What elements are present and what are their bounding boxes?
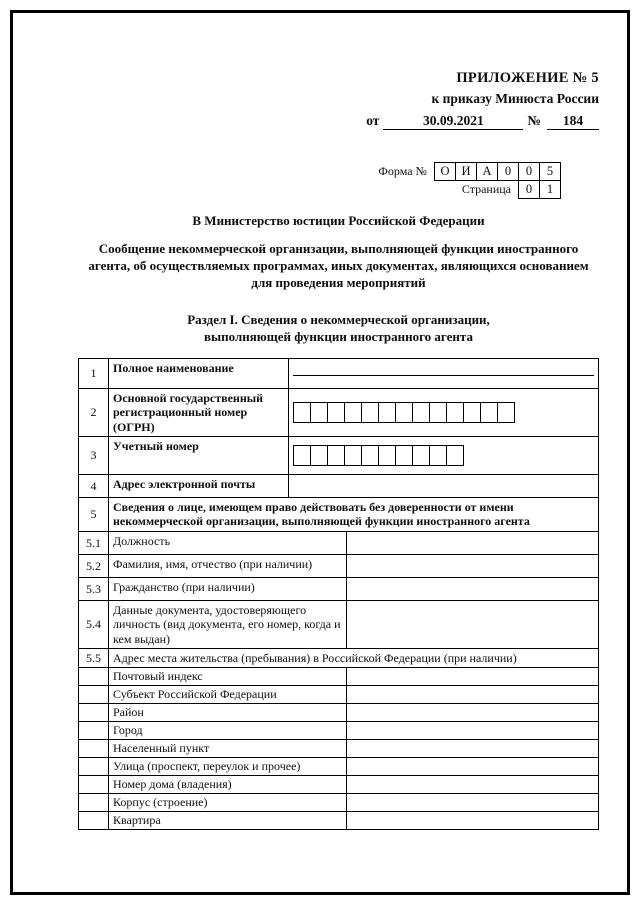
digit-box [378, 445, 396, 466]
page-code-cells [518, 180, 561, 199]
row-value-field [347, 577, 599, 600]
row-value-field [347, 812, 599, 830]
from-label: от [366, 112, 380, 128]
table-row [79, 358, 599, 388]
row-value-field [289, 437, 599, 475]
table-row [79, 668, 599, 686]
row-number: 2 [79, 388, 109, 436]
row-value-field [347, 722, 599, 740]
digit-box [327, 445, 345, 466]
digit-box [361, 445, 379, 466]
digit-box [395, 445, 413, 466]
table-row [79, 388, 599, 436]
code-cell: 0 [497, 162, 519, 181]
table-row [79, 437, 599, 475]
digit-boxes [293, 402, 594, 423]
row-label: Субъект Российской Федерации [109, 686, 347, 704]
row-number: 5.2 [79, 554, 109, 577]
row-number [79, 776, 109, 794]
row-number [79, 722, 109, 740]
digit-box [429, 445, 447, 466]
digit-box [480, 402, 498, 423]
digit-box [446, 445, 464, 466]
table-row [79, 531, 599, 554]
digit-box [412, 402, 430, 423]
digit-box [412, 445, 430, 466]
row-value-field [289, 475, 599, 498]
row-number: 5.1 [79, 531, 109, 554]
row-label: Полное наименование [109, 358, 289, 388]
row-value-field [347, 554, 599, 577]
table-row [79, 722, 599, 740]
row-label: Квартира [109, 812, 347, 830]
order-date-line [78, 111, 599, 131]
row-label: Данные документа, удостоверяющего личность (вид документа, его номер, когда и кем выдан) [109, 600, 347, 648]
header-block [78, 68, 599, 130]
page-code-label: Страница [461, 182, 511, 197]
order-number: 184 [547, 113, 599, 131]
order-line: к приказу Минюста России [431, 91, 599, 107]
row-number [79, 704, 109, 722]
appendix-title: ПРИЛОЖЕНИЕ № 5 [456, 70, 599, 86]
table-row [79, 649, 599, 668]
row-value-field [347, 740, 599, 758]
table-row [79, 475, 599, 498]
row-label: Корпус (строение) [109, 794, 347, 812]
row-value-field [347, 776, 599, 794]
digit-box [344, 445, 362, 466]
row-label: Основной государственный регистрационный номер (ОГРН) [109, 388, 289, 436]
row-label: Адрес электронной почты [109, 475, 289, 498]
table-row [79, 498, 599, 532]
row-number [79, 812, 109, 830]
digit-boxes [293, 445, 594, 466]
row-value-field [347, 668, 599, 686]
code-cell: И [455, 162, 477, 181]
digit-box [395, 402, 413, 423]
digit-box [446, 402, 464, 423]
form-code-row [78, 162, 561, 181]
row-value-field [347, 531, 599, 554]
row-label: Учетный номер [109, 437, 289, 475]
row-label: Почтовый индекс [109, 668, 347, 686]
digit-box [310, 402, 328, 423]
writing-line [293, 361, 594, 376]
form-table-body [79, 358, 599, 830]
row-value-field [347, 794, 599, 812]
code-cell: 0 [518, 180, 540, 199]
row-label: Должность [109, 531, 347, 554]
row-label: Улица (проспект, переулок и прочее) [109, 758, 347, 776]
row-number [79, 668, 109, 686]
table-row [79, 740, 599, 758]
row-label: Номер дома (владения) [109, 776, 347, 794]
row-number [79, 740, 109, 758]
row-label: Город [109, 722, 347, 740]
row-number: 1 [79, 358, 109, 388]
form-code-block [78, 162, 561, 199]
digit-box [293, 445, 311, 466]
row-number: 3 [79, 437, 109, 475]
digit-box [361, 402, 379, 423]
row-number: 5.5 [79, 649, 109, 668]
code-cell: О [434, 162, 456, 181]
table-row [79, 704, 599, 722]
table-row [79, 554, 599, 577]
document-page [10, 10, 630, 895]
table-row [79, 686, 599, 704]
table-row [79, 794, 599, 812]
digit-box [344, 402, 362, 423]
page-code-row [78, 180, 561, 199]
code-cell: 5 [539, 162, 561, 181]
table-row [79, 577, 599, 600]
row-number: 5.4 [79, 600, 109, 648]
row-value-field [289, 358, 599, 388]
row-number: 5.3 [79, 577, 109, 600]
section-title: Раздел I. Сведения о некоммерческой организации, выполняющей функции иностранного агента [187, 312, 490, 345]
table-row [79, 758, 599, 776]
code-cell: 1 [539, 180, 561, 199]
table-row [79, 600, 599, 648]
digit-box [310, 445, 328, 466]
digit-box [463, 402, 481, 423]
form-table [78, 358, 599, 831]
row-value-field [347, 758, 599, 776]
row-number: 5 [79, 498, 109, 532]
row-number [79, 758, 109, 776]
table-row [79, 776, 599, 794]
row-value-field [347, 686, 599, 704]
row-number [79, 686, 109, 704]
row-label: Район [109, 704, 347, 722]
code-cell: 0 [518, 162, 540, 181]
addressee-line: В Министерство юстиции Российской Федерации [192, 213, 485, 229]
form-code-cells [434, 162, 561, 181]
row-number: 4 [79, 475, 109, 498]
row-label: Адрес места жительства (пребывания) в Российской Федерации (при наличии) [109, 649, 599, 668]
digit-box [497, 402, 515, 423]
row-value-field [289, 388, 599, 436]
row-value-field [347, 704, 599, 722]
table-row [79, 812, 599, 830]
code-cell: А [476, 162, 498, 181]
row-value-field [347, 600, 599, 648]
row-label: Фамилия, имя, отчество (при наличии) [109, 554, 347, 577]
row-number [79, 794, 109, 812]
number-sign: № [527, 112, 541, 128]
row-label: Гражданство (при наличии) [109, 577, 347, 600]
row-label: Сведения о лице, имеющем право действовать без доверенности от имени некоммерческой организации, выполняющей функции иностранного агента [109, 498, 599, 532]
digit-box [293, 402, 311, 423]
digit-box [429, 402, 447, 423]
order-date: 30.09.2021 [383, 113, 523, 131]
form-code-label: Форма № [378, 164, 427, 179]
digit-box [378, 402, 396, 423]
document-title: Сообщение некоммерческой организации, выполняющей функции иностранного агента, об осуществляемых программах, иных документах, являющихся основанием для проведения мероприятий [88, 241, 589, 291]
digit-box [327, 402, 345, 423]
row-label: Населенный пункт [109, 740, 347, 758]
